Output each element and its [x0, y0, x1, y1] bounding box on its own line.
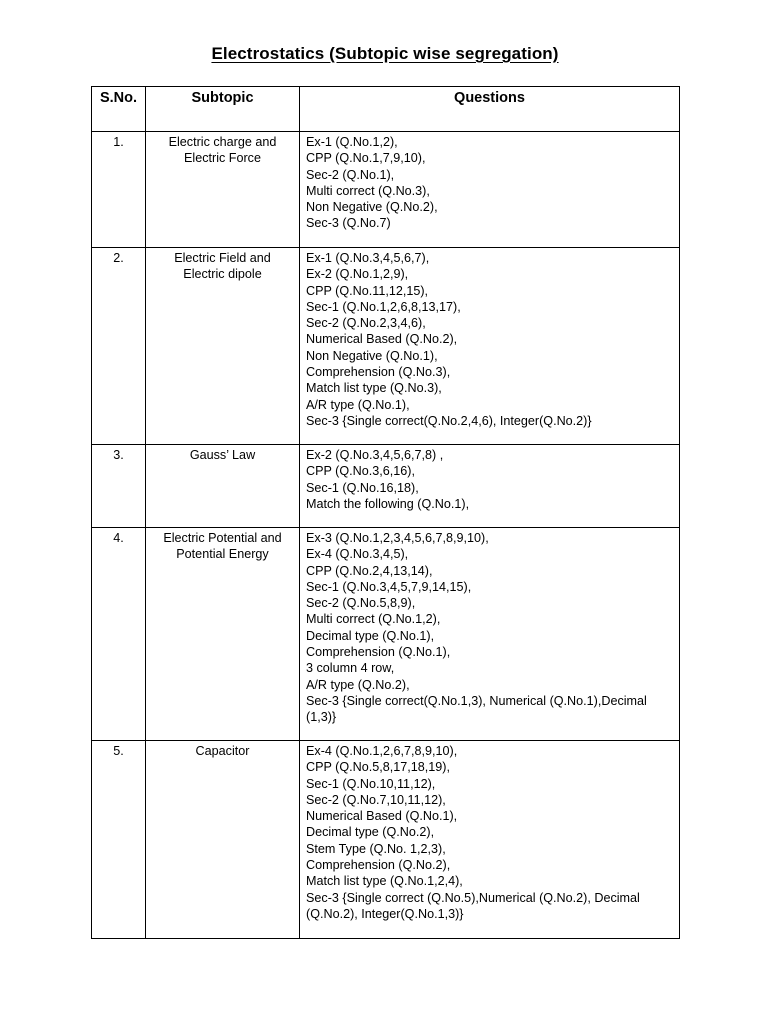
row-sno: 1.: [92, 132, 146, 248]
question-line: Ex-4 (Q.No.1,2,6,7,8,9,10),: [306, 744, 458, 758]
subtopic-table: [91, 86, 680, 939]
header-questions: Questions: [300, 87, 680, 132]
table-row: [92, 528, 680, 741]
table-row: [92, 445, 680, 528]
question-line: Ex-1 (Q.No.1,2),: [306, 135, 398, 149]
row-questions: [300, 248, 680, 445]
question-line: Comprehension (Q.No.3),: [306, 365, 451, 380]
question-line: Match list type (Q.No.1,2,4),: [306, 874, 463, 889]
question-line: Match list type (Q.No.3),: [306, 381, 442, 396]
question-line: Sec-1 (Q.No.10,11,12),: [306, 776, 436, 791]
question-line: Ex-2 (Q.No.1,2,9),: [306, 267, 409, 282]
question-line: A/R type (Q.No.1),: [306, 397, 410, 412]
question-line: Sec-2 (Q.No.5,8,9),: [306, 596, 416, 611]
question-line: CPP (Q.No.5,8,17,18,19),: [306, 760, 450, 775]
row-sno: 4.: [92, 528, 146, 741]
row-questions: [300, 528, 680, 741]
row-subtopic: Electric Field and Electric dipole: [146, 248, 300, 445]
question-line: CPP (Q.No.11,12,15),: [306, 283, 429, 298]
header-subtopic: Subtopic: [146, 87, 300, 132]
question-line: Sec-3 {Single correct(Q.No.2,4,6), Integer(Q.No.2)}: [306, 413, 592, 428]
row-questions: [300, 741, 680, 939]
question-line: Multi correct (Q.No.1,2),: [306, 612, 441, 627]
question-line: Stem Type (Q.No. 1,2,3),: [306, 841, 446, 856]
question-line: Match the following (Q.No.1),: [306, 496, 470, 511]
question-line: Sec-3 (Q.No.7): [306, 216, 391, 231]
question-line: Comprehension (Q.No.1),: [306, 645, 451, 660]
header-sno: S.No.: [92, 87, 146, 132]
row-questions: [300, 132, 680, 248]
question-line: Comprehension (Q.No.2),: [306, 858, 451, 873]
question-line: CPP (Q.No.3,6,16),: [306, 464, 415, 479]
question-line: A/R type (Q.No.2),: [306, 677, 410, 692]
row-subtopic: Electric charge and Electric Force: [146, 132, 300, 248]
question-line: Ex-4 (Q.No.3,4,5),: [306, 547, 409, 562]
row-subtopic: Capacitor: [146, 741, 300, 939]
question-line: Decimal type (Q.No.1),: [306, 628, 435, 643]
question-line: Sec-1 (Q.No.16,18),: [306, 480, 419, 495]
question-line: Sec-3 {Single correct (Q.No.5),Numerical (Q.No.2), Decimal (Q.No.2), Integer(Q.No.1,3)}: [306, 890, 640, 921]
row-sno: 5.: [92, 741, 146, 939]
table-row: [92, 132, 680, 248]
question-line: Numerical Based (Q.No.2),: [306, 332, 458, 347]
question-line: CPP (Q.No.1,7,9,10),: [306, 151, 426, 166]
table-header-row: [92, 87, 680, 132]
question-line: Decimal type (Q.No.2),: [306, 825, 435, 840]
question-line: Sec-2 (Q.No.7,10,11,12),: [306, 792, 446, 807]
question-line: Sec-1 (Q.No.1,2,6,8,13,17),: [306, 299, 461, 314]
row-sno: 2.: [92, 248, 146, 445]
question-line: Sec-1 (Q.No.3,4,5,7,9,14,15),: [306, 579, 472, 594]
question-line: Multi correct (Q.No.3),: [306, 183, 430, 198]
page-title: Electrostatics (Subtopic wise segregation): [211, 44, 559, 63]
question-line: Ex-3 (Q.No.1,2,3,4,5,6,7,8,9,10),: [306, 531, 489, 545]
question-line: 3 column 4 row,: [306, 661, 395, 676]
question-line: Non Negative (Q.No.1),: [306, 348, 438, 363]
table-row: [92, 248, 680, 445]
question-line: Numerical Based (Q.No.1),: [306, 809, 458, 824]
question-line: Sec-3 {Single correct(Q.No.1,3), Numerical (Q.No.1),Decimal (1,3)}: [306, 693, 647, 725]
row-sno: 3.: [92, 445, 146, 528]
row-subtopic: Gauss’ Law: [146, 445, 300, 528]
question-line: CPP (Q.No.2,4,13,14),: [306, 563, 433, 578]
row-questions: [300, 445, 680, 528]
question-line: Ex-2 (Q.No.3,4,5,6,7,8) ,: [306, 448, 444, 462]
table-row: [92, 741, 680, 939]
question-line: Sec-2 (Q.No.1),: [306, 167, 395, 182]
row-subtopic: Electric Potential and Potential Energy: [146, 528, 300, 741]
question-line: Sec-2 (Q.No.2,3,4,6),: [306, 316, 426, 331]
question-line: Ex-1 (Q.No.3,4,5,6,7),: [306, 251, 430, 265]
question-line: Non Negative (Q.No.2),: [306, 200, 438, 215]
